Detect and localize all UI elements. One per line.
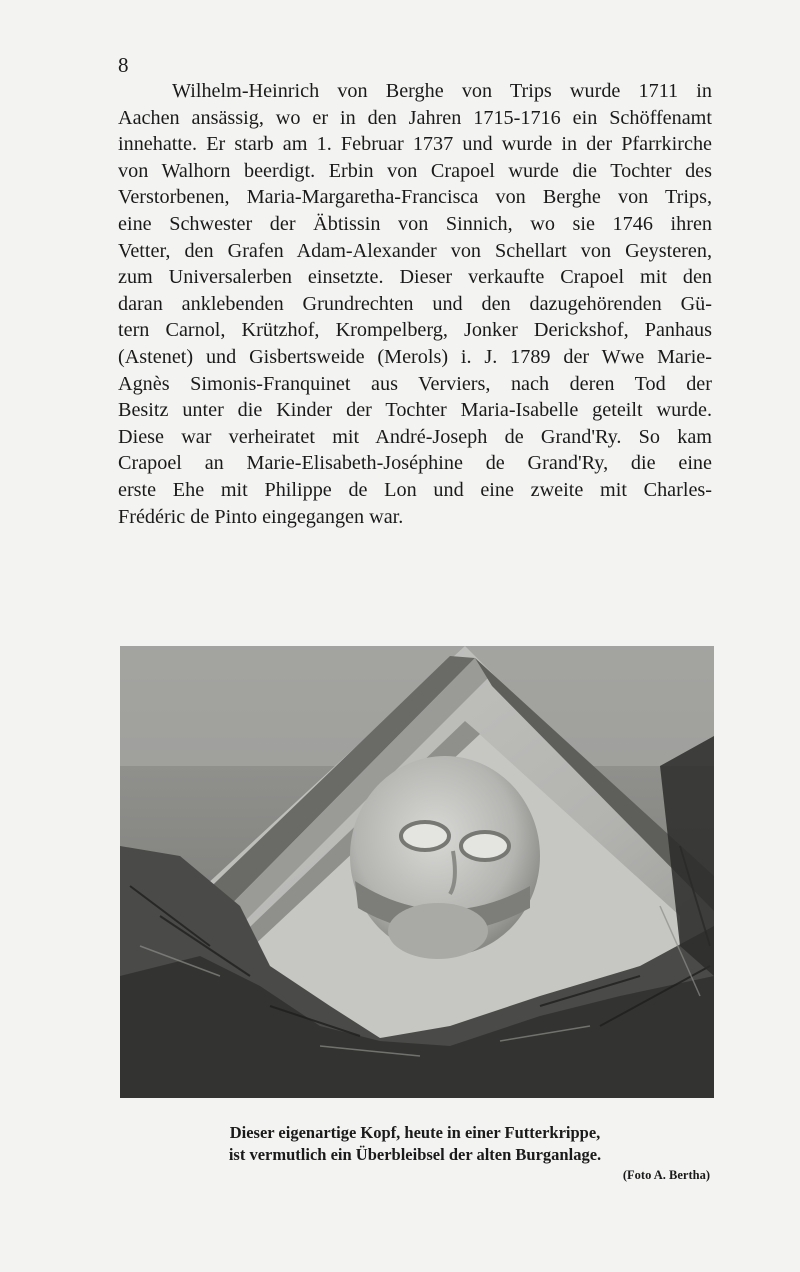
text-line: (Astenet) und Gisbertsweide (Merols) i. J. 1789 der Wwe Marie- — [118, 345, 712, 368]
text-line: Verstorbenen, Maria-Margaretha-Francisca von Berghe von Trips, — [118, 186, 712, 209]
photo-carved-head — [120, 646, 714, 1098]
text-line: erste Ehe mit Philippe de Lon und eine zweite mit Charles- — [118, 478, 712, 501]
text-line: tern Carnol, Krützhof, Krompelberg, Jonker Derickshof, Panhaus — [118, 319, 712, 342]
text-line: eine Schwester der Äbtissin von Sinnich, wo sie 1746 ihren — [118, 212, 712, 235]
caption-line: Dieser eigenartige Kopf, heute in einer Futterkrippe, — [229, 1123, 601, 1142]
text-line: Vetter, den Grafen Adam-Alexander von Schellart von Geysteren, — [118, 239, 712, 262]
text-line: innehatte. Er starb am 1. Februar 1737 und wurde in der Pfarrkirche — [118, 133, 712, 156]
body-text — [118, 78, 712, 530]
text-line: Wilhelm-Heinrich von Berghe von Trips wurde 1711 in — [172, 80, 712, 102]
text-line: Diese war verheiratet mit André-Joseph de Grand'Ry. So kam — [118, 425, 712, 448]
text-line: Crapoel an Marie-Elisabeth-Joséphine de Grand'Ry, die eine — [118, 452, 712, 475]
text-line: daran anklebenden Grundrechten und den dazugehörenden Gü- — [118, 292, 712, 315]
text-line: Aachen ansässig, wo er in den Jahren 1715-1716 ein Schöffenamt — [118, 106, 712, 129]
photo-credit: (Foto A. Bertha) — [622, 1168, 710, 1182]
text-line: Besitz unter die Kinder der Tochter Maria-Isabelle geteilt wurde. — [118, 399, 712, 422]
text-line: von Walhorn beerdigt. Erbin von Crapoel wurde die Tochter des — [118, 159, 712, 182]
caption-line: ist vermutlich ein Überbleibsel der alten Burganlage. — [228, 1145, 602, 1164]
text-line: Agnès Simonis-Franquinet aus Verviers, nach deren Tod der — [118, 372, 712, 395]
text-line: zum Universalerben einsetzte. Dieser verkaufte Crapoel mit den — [118, 266, 712, 289]
page-number: 8 — [118, 53, 129, 77]
photo-caption — [118, 1122, 712, 1166]
text-line: Frédéric de Pinto eingegangen war. — [118, 505, 404, 528]
